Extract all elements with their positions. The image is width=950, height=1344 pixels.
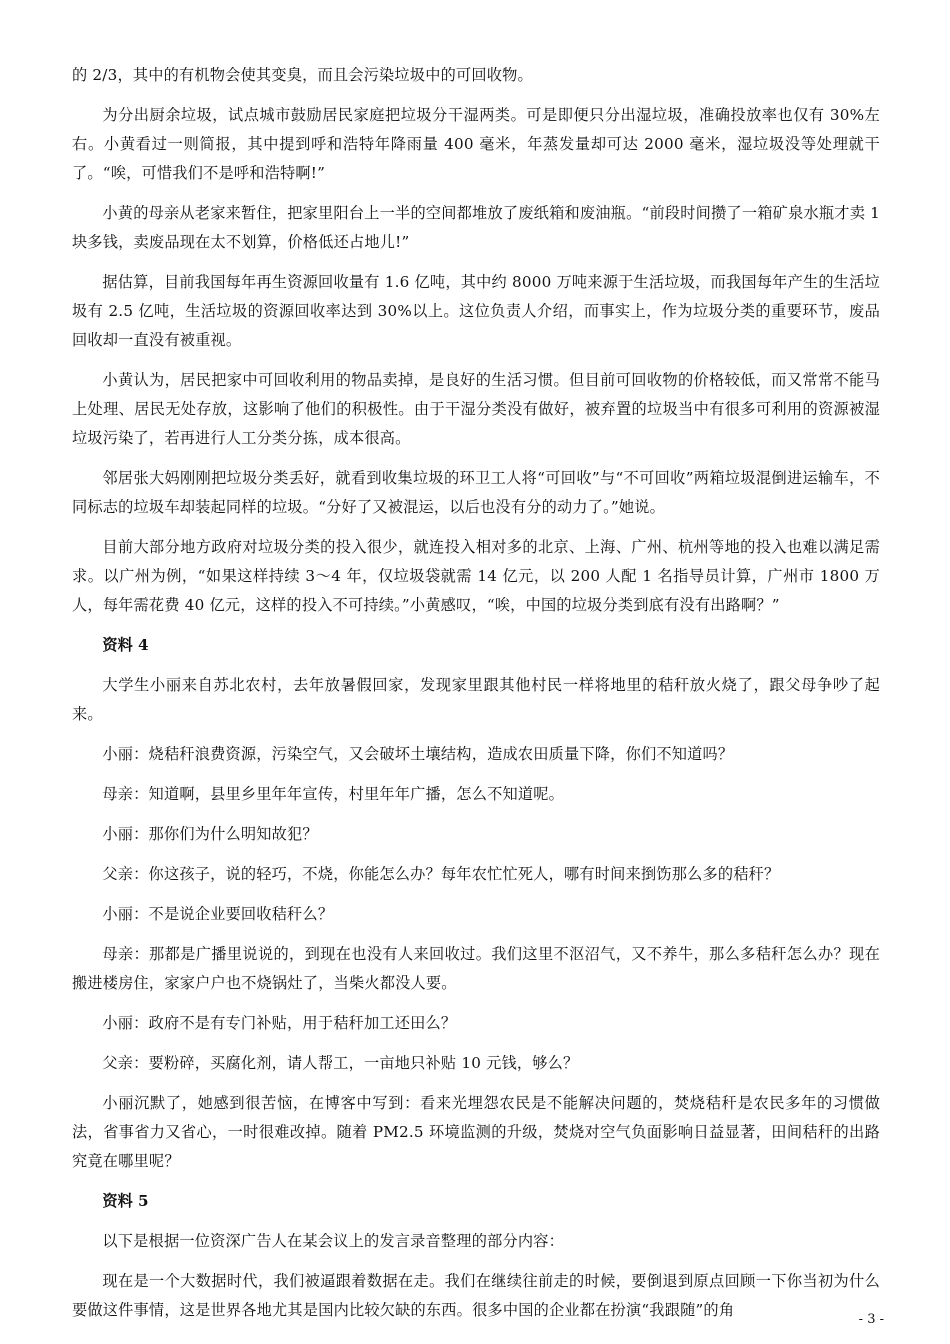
dialogue-line: 小丽：不是说企业要回收秸秆么？	[102, 905, 334, 923]
dialogue-line: 母亲：知道啊，县里乡里年年宣传，村里年年广播，怎么不知道呢。	[102, 785, 565, 803]
dialogue-line: 小丽：那你们为什么明知故犯？	[102, 825, 318, 843]
dialogue-line: 母亲：那都是广播里说说的，到现在也没有人来回收过。我们这里不沤沼气，又不养牛，那么多秸秆怎么办？现在搬进楼房住，家家户户也不烧锅灶了，当柴火都没人要。	[72, 945, 880, 992]
paragraph-continued: 的 2/3，其中的有机物会使其变臭，而且会污染垃圾中的可回收物。	[72, 66, 533, 84]
document-body	[72, 61, 880, 1336]
dialogue-line: 小丽：政府不是有专门补贴，用于秸秆加工还田么？	[102, 1014, 457, 1032]
dialogue-line: 父亲：要粉碎，买腐化剂，请人帮工，一亩地只补贴 10 元钱，够么？	[102, 1054, 579, 1072]
section-heading-material-4: 资料 4	[102, 636, 149, 654]
section-heading-material-5: 资料 5	[102, 1192, 149, 1210]
paragraph-neighbor: 邻居张大妈刚刚把垃圾分类丢好，就看到收集垃圾的环卫工人将“可回收”与“不可回收”两箱垃圾混倒进运输车，不同标志的垃圾车却装起同样的垃圾。“分好了又被混运，以后也没有分的动力了。”她说。	[72, 469, 880, 516]
paragraph-material-5-intro: 以下是根据一位资深广告人在某会议上的发言录音整理的部分内容：	[102, 1232, 565, 1250]
paragraph-government-investment: 目前大部分地方政府对垃圾分类的投入很少，就连投入相对多的北京、上海、广州、杭州等地的投入也难以满足需求。以广州为例，“如果这样持续 3～4 年，仅垃圾袋就需 14 亿元，以 200 人配 1 名指导员计算，广州市 1800 万人，每年需花费 40 亿元，这样的投入不可持续。”小黄感叹，“唉，中国的垃圾分类到底有没有出路啊？”	[72, 538, 880, 614]
paragraph-mother-recycling: 小黄的母亲从老家来暂住，把家里阳台上一半的空间都堆放了废纸箱和废油瓶。“前段时间攒了一箱矿泉水瓶才卖 1 块多钱，卖废品现在太不划算，价格低还占地儿!”	[72, 204, 880, 251]
paragraph-big-data: 现在是一个大数据时代，我们被逼跟着数据在走。我们在继续往前走的时候，要倒退到原点回顾一下你当初为什么要做这件事情，这是世界各地尤其是国内比较欠缺的东西。很多中国的企业都在扮演“我跟随”的角	[72, 1272, 880, 1319]
page-number: - 3 -	[858, 1312, 884, 1327]
paragraph-xiaoli-blog: 小丽沉默了，她感到很苦恼，在博客中写到：看来光埋怨农民是不能解决问题的，焚烧秸秆是农民多年的习惯做法，省事省力又省心，一时很难改掉。随着 PM2.5 环境监测的升级，焚烧对空气负面影响日益显著，田间秸秆的出路究竟在哪里呢？	[72, 1094, 880, 1170]
dialogue-line: 父亲：你这孩子，说的轻巧，不烧，你能怎么办？每年农忙忙死人，哪有时间来捯饬那么多的秸秆？	[102, 865, 780, 883]
paragraph-xiaohuang-view: 小黄认为，居民把家中可回收利用的物品卖掉，是良好的生活习惯。但目前可回收物的价格较低，而又常常不能马上处理、居民无处存放，这影响了他们的积极性。由于干湿分类没有做好，被弃置的垃圾当中有很多可利用的资源被湿垃圾污染了，若再进行人工分类分拣，成本很高。	[72, 371, 880, 447]
dialogue-line: 小丽：烧秸秆浪费资源，污染空气，又会破坏土壤结构，造成农田质量下降，你们不知道吗？	[102, 745, 734, 763]
paragraph-wet-waste: 为分出厨余垃圾，试点城市鼓励居民家庭把垃圾分干湿两类。可是即便只分出湿垃圾，准确投放率也仅有 30%左右。小黄看过一则简报，其中提到呼和浩特年降雨量 400 毫米，年蒸发量却可达 2000 毫米，湿垃圾没等处理就干了。“唉，可惜我们不是呼和浩特啊!”	[72, 106, 880, 182]
paragraph-material-4-intro: 大学生小丽来自苏北农村，去年放暑假回家，发现家里跟其他村民一样将地里的秸秆放火烧了，跟父母争吵了起来。	[72, 676, 880, 723]
paragraph-estimate: 据估算，目前我国每年再生资源回收量有 1.6 亿吨，其中约 8000 万吨来源于生活垃圾，而我国每年产生的生活垃圾有 2.5 亿吨，生活垃圾的资源回收率达到 30%以上。这位负责人介绍，而事实上，作为垃圾分类的重要环节，废品回收却一直没有被重视。	[72, 273, 880, 349]
